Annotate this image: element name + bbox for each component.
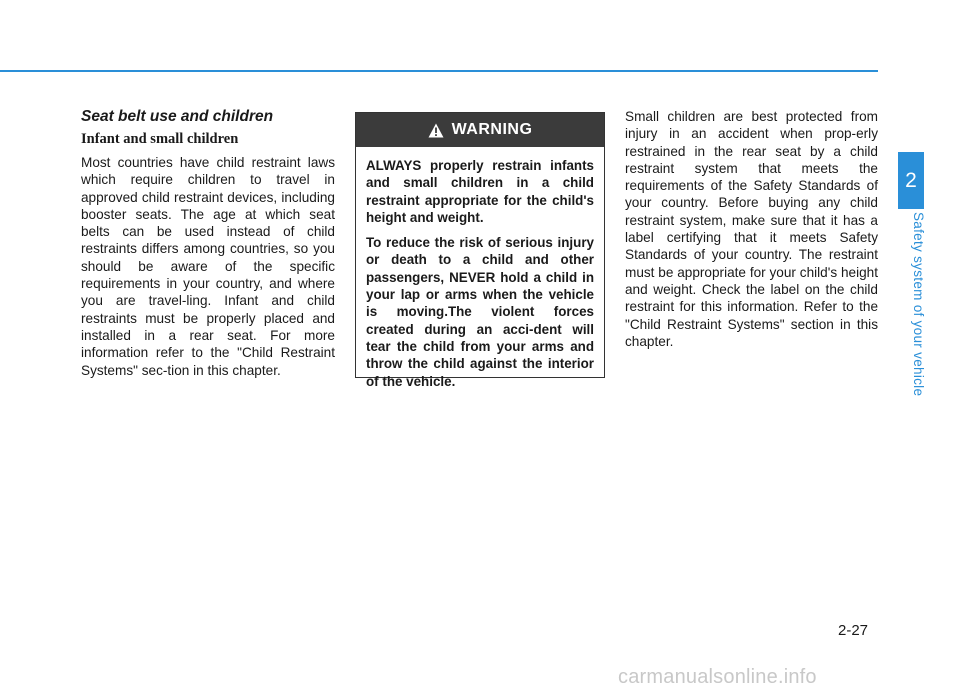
warning-label: WARNING xyxy=(451,121,533,138)
chapter-tab xyxy=(898,152,924,209)
chapter-title: Safety system of your vehicle xyxy=(911,212,926,397)
page-number: 2-27 xyxy=(838,622,869,639)
section-subtitle: Infant and small children xyxy=(81,131,239,147)
warning-header xyxy=(356,113,604,147)
section-title: Seat belt use and children xyxy=(81,108,274,125)
warning-paragraph: ALWAYS properly restrain infants and small children in a child restraint appropriate for the child's height and weight. xyxy=(366,158,594,225)
right-paragraph: Small children are best protected from injury in an accident when prop-erly restrained in the rear seat by a child restraint system that meets the requirements of the Safety Standards of your country. Before buying any child restraint system, make sure that it has a label certifying that it meets Safety Standards of your country. The restraint must be appropriate for your child's height and weight. Check the label on the child restraint for this information. Refer to the "Child Restraint Systems" section in this chapter. xyxy=(625,109,878,349)
intro-paragraph: Most countries have child restraint laws which require children to travel in approved child restraint devices, including booster seats. The age at which seat belts can be used instead of child restraints differs among countries, so you should be aware of the specific requirements in your country, and where you are travel-ling. Infant and child restraints must be properly placed and installed in a rear seat. For more information refer to the "Child Restraint Systems" sec-tion in this chapter. xyxy=(81,155,335,378)
header-rule xyxy=(0,70,878,72)
chapter-number: 2 xyxy=(905,168,917,192)
warning-triangle-icon xyxy=(428,123,444,138)
watermark: carmanualsonline.info xyxy=(618,666,817,688)
left-column xyxy=(81,108,335,379)
warning-box xyxy=(355,112,605,389)
warning-body xyxy=(356,147,604,390)
right-column xyxy=(625,108,878,350)
warning-paragraph: To reduce the risk of serious injury or death to a child and other passengers, NEVER hold a child in your lap or arms when the vehicle is moving.The violent forces created during an acci-dent will tear the child from your arms and throw the child against the interior of the vehicle. xyxy=(366,235,594,389)
